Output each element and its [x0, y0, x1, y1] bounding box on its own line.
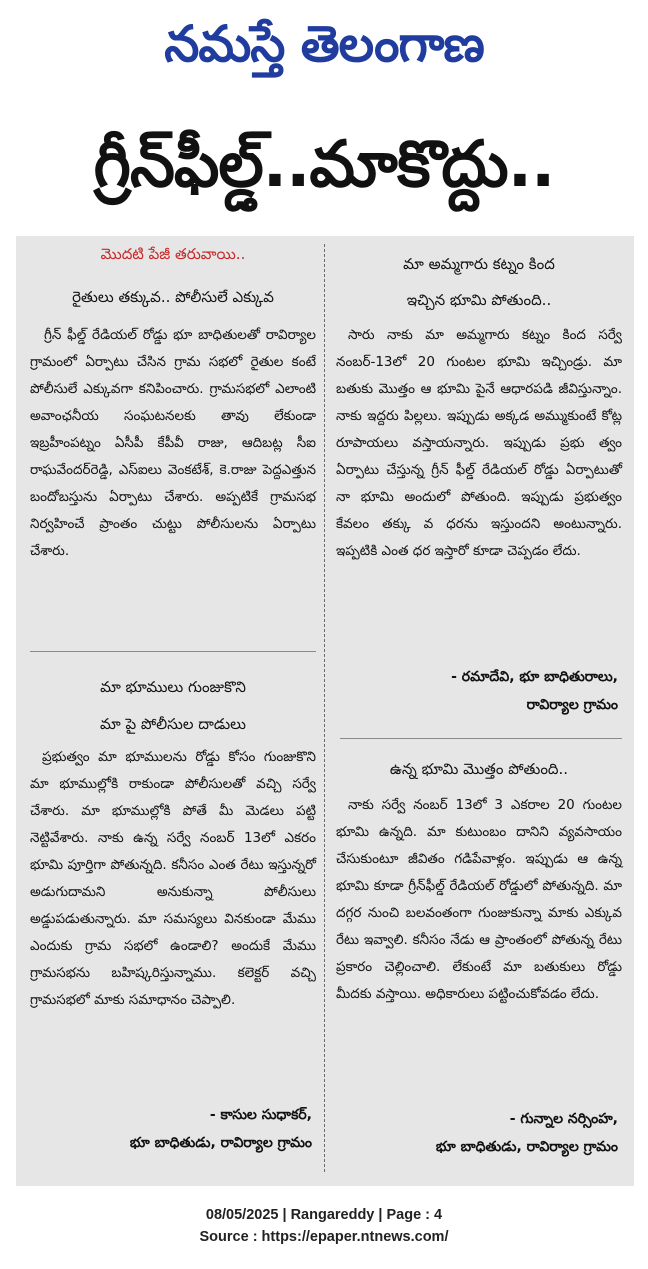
left-section2-body: ప్రభుత్వం మా భూములను రోడ్డు కోసం గుంజుకొని మా భూముల్లోకి రాకుండా పోలీసులతో వచ్చి సర్వే చేశారు. మా భూముల్లోకి పోతే మీ మెడలు పట్టి నెట్టివేశారు. నాకు ఉన్న సర్వే నంబర్ 13లో ఎకరం భూమి పూర్తిగా పోతున్నది. కనీసం ఎంత రేటు ఇస్తున్నరో అడుగుదామని అనుకున్నా పోలీసులు అడ్డుపడుతున్నారు. మా సమస్యలు వినకుండా మేము ఎందుకు గ్రామ సభలో ఉండాలి? అందుకే మేము గ్రామసభను బహిష్కరిస్తున్నాము. కలెక్టర్ వచ్చి గ్రామసభలో మాకు సమాధానం చెప్పాలి.	[30, 749, 316, 1008]
left-section2-signature-name: - కాసుల సుధాకర్,	[209, 1107, 312, 1123]
continued-label: మొదటి పేజీ తరువాయి..	[100, 245, 246, 263]
right-section2-body: నాకు సర్వే నంబర్ 13లో 3 ఎకరాల 20 గుంటల భూమి ఉన్నది. మా కుటుంబం దానిని వ్యవసాయం చేసుకుంటూ జీవితం గడిపేవాళ్లం. ఇప్పుడు ఆ ఉన్న భూమి కూడా గ్రీన్‌ఫీల్డ్ రేడియల్ రోడ్డులో పోతున్నది. మా దగ్గర నుంచి బలవంతంగా గుంజుకున్నా మాకు ఎక్కువ రేటు ఇవ్వాలి. కనీసం నేడు ఆ ప్రాంతంలో పోతున్న రేటు ప్రకారం చెల్లించాలి. లేకుంటే మా బతుకులు రోడ్డు మీదకు వస్తాయి. అధికారులు పట్టించుకోవడం లేదు.	[336, 797, 622, 1002]
right-section2-heading: ఉన్న భూమి మొత్తం పోతుంది..	[389, 760, 569, 778]
left-section1-body: గ్రీన్ ఫీల్డ్ రేడియల్ రోడ్డు భూ బాధితులతో రావిర్యాల గ్రామంలో ఏర్పాటు చేసిన గ్రామ సభలో రైతుల కంటే పోలీసులే ఎక్కువగా కనిపించారు. గ్రామసభలో ఎలాంటి అవాంఛనీయ సంఘటనలకు తావు లేకుండా ఇబ్రహీంపట్నం ఏసీపీ కేపీవీ రాజు, ఆదిబట్ల సీఐ రాఘవేందర్‌రెడ్డి, ఎస్ఐలు వెంకటేశ్, కె.రాజు పెద్దఎత్తున బందోబస్తును ఏర్పాటు చేశారు. అప్పటికే గ్రామసభ నిర్వహించే ప్రాంతం చుట్టు పోలీసులను ఏర్పాటు చేశారు.	[30, 327, 316, 559]
masthead	[0, 6, 648, 82]
footer-source-link[interactable]: Source : https://epaper.ntnews.com/	[199, 1229, 449, 1245]
footer	[0, 1204, 648, 1248]
masthead-title: నమస్తే తెలంగాణ	[164, 15, 484, 73]
left-section-divider	[30, 651, 316, 652]
column-divider	[324, 244, 325, 1172]
left-section2-heading-line2: మా పై పోలీసుల దాడులు	[100, 715, 246, 733]
right-section2-signature-place: భూ బాధితుడు, రావిర్యాల గ్రామం	[435, 1139, 618, 1155]
headline	[0, 110, 648, 220]
right-section1-heading-line1: మా అమ్మగారు కట్నం కింద	[403, 255, 555, 273]
right-section1-heading-line2: ఇచ్చిన భూమి పోతుంది..	[406, 291, 552, 309]
right-section1-body: సారు నాకు మా అమ్మగారు కట్నం కింద సర్వే నంబర్-13లో 20 గుంటల భూమి ఇచ్చిండ్రు. మా బతుకు మొత్తం ఆ భూమి పైనే ఆధారపడి జీవిస్తున్నాం. నాకు ఇద్దరు పిల్లలు. ఇప్పుడు అక్కడ అమ్ముకుంటే కోట్ల రూపాయలు వస్తాయన్నారు. ఇప్పుడు ప్రభు త్వం ఏర్పాటు చేస్తున్న గ్రీన్ ఫీల్డ్ రేడియల్ రోడ్డు ఏర్పాటుతో నా భూమి అందులో పోతుంది. ఇప్పుడు ప్రభుత్వం కేవలం తక్కు వ ధరను ఇస్తుందని అంటున్నారు. ఇప్పటికి ఎంత ధర ఇస్తారో కూడా చెప్పడం లేదు.	[336, 327, 622, 559]
left-section2-signature-place: భూ బాధితుడు, రావిర్యాల గ్రామం	[129, 1135, 312, 1151]
footer-edition-info: 08/05/2025 | Rangareddy | Page : 4	[205, 1207, 443, 1223]
left-section1-heading: రైతులు తక్కువ.. పోలీసులే ఎక్కువ	[72, 288, 274, 306]
right-section1-signature-name: - రమాదేవి, భూ బాధితురాలు,	[451, 669, 618, 685]
right-section1-signature-place: రావిర్యాల గ్రామం	[526, 697, 618, 713]
headline-text: గ్రీన్‌ఫీల్డ్‌..మాకొద్దు..	[93, 128, 555, 202]
right-section-divider	[340, 738, 622, 739]
right-section2-signature-name: - గున్నాల నర్సింహ,	[509, 1111, 618, 1127]
left-section2-heading-line1: మా భూములు గుంజుకొని	[100, 678, 246, 696]
